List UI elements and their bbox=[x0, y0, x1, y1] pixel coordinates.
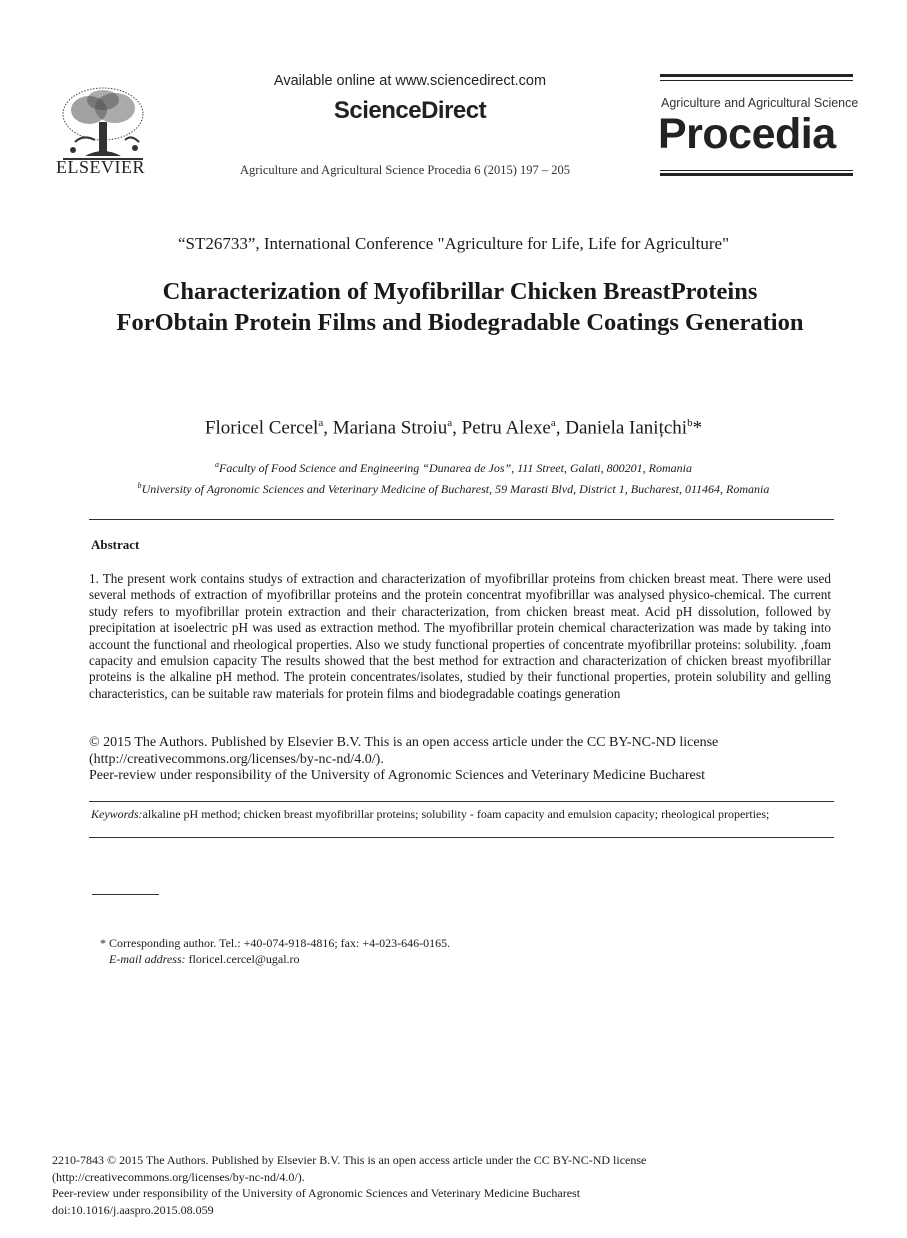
abstract-body: 1. The present work contains studys of extraction and characterization of myofibrillar proteins from chicken breast meat. There were used several methods of extraction of myofibrillar proteins and the protein concentrat myofibrillar was analysed physico-chemical. The current study refers to myofibrillar protein extraction and their characterization, from chicken breast meat. Acid pH dissolution, followed by precipitation at isoelectric pH was used as extraction method. The myofibrillar protein chemical characterization was made by taking into account the functional and rheological properties. Also we study functional properties of concentrate myofibrillar proteins: solubility. ,foam capacity and emulsion capacity The results showed that the best method for extraction and characterization of chicken breast myofibrillar proteins is the alkaline pH method. The protein concentrates/isolates, studied by their functional properties, protein solubility and gelling characteristics, can be suitable raw materials for protein films and biodegradable coatings generation bbox=[89, 571, 831, 701]
journal-reference: Agriculture and Agricultural Science Procedia 6 (2015) 197 – 205 bbox=[239, 163, 571, 177]
author-affiliation-marker: a bbox=[318, 417, 324, 429]
affiliation-text: Faculty of Food Science and Engineering “Dunarea de Jos”, 111 Street, Galati, 800201, Romania bbox=[219, 461, 692, 475]
author-separator: , bbox=[323, 417, 333, 439]
footer-doi[interactable]: doi:10.1016/j.aaspro.2015.08.059 bbox=[52, 1202, 214, 1217]
footer-license-link[interactable]: (http://creativecommons.org/licenses/by-nc-nd/4.0/). bbox=[52, 1169, 305, 1184]
email-label: E-mail address: bbox=[109, 952, 186, 966]
affiliations bbox=[0, 456, 907, 498]
page-footer bbox=[52, 1152, 892, 1218]
author-corresponding-mark: * bbox=[692, 417, 703, 439]
author-affiliation-marker: b bbox=[687, 417, 693, 429]
footer-peer-review: Peer-review under responsibility of the University of Agronomic Sciences and Veterinary Medicine Bucharest bbox=[52, 1186, 581, 1201]
license-link[interactable]: (http://creativecommons.org/licenses/by-nc-nd/4.0/). bbox=[89, 751, 384, 767]
abstract-heading: Abstract bbox=[91, 537, 140, 552]
procedia-title: Procedia bbox=[658, 110, 836, 158]
copyright-line: © 2015 The Authors. Published by Elsevier B.V. This is an open access article under the CC BY-NC-ND license bbox=[89, 735, 719, 750]
divider bbox=[89, 801, 834, 802]
procedia-bottom-rule-thin bbox=[660, 170, 853, 171]
publisher-wordmark: ELSEVIER bbox=[56, 157, 145, 177]
footnote-rule bbox=[92, 894, 159, 895]
procedia-subtitle: Agriculture and Agricultural Science bbox=[661, 96, 859, 110]
author-separator: , bbox=[452, 417, 462, 439]
keywords bbox=[91, 807, 836, 822]
sciencedirect-brand: ScienceDirect bbox=[333, 97, 487, 124]
author-name: Petru Alexe bbox=[461, 417, 551, 439]
affiliation-line bbox=[0, 456, 907, 477]
conference-line: “ST26733”, International Conference "Agriculture for Life, Life for Agriculture" bbox=[177, 234, 730, 253]
divider bbox=[89, 837, 834, 838]
footer-issn-line: 2210-7843 © 2015 The Authors. Published by Elsevier B.V. This is an open access article under the CC BY-NC-ND license bbox=[52, 1153, 647, 1167]
affiliation-text: University of Agronomic Sciences and Veterinary Medicine of Bucharest, 59 Marasti Blvd, District 1, Bucharest, 011464, Romania bbox=[141, 482, 770, 496]
corresponding-author-note bbox=[100, 935, 450, 967]
email-address[interactable]: floricel.cercel@ugal.ro bbox=[188, 952, 300, 966]
keywords-label: Keywords: bbox=[91, 807, 143, 821]
affiliation-marker: a bbox=[215, 460, 220, 469]
affiliation-marker: b bbox=[137, 481, 142, 490]
corresponding-contact: * Corresponding author. Tel.: +40-074-918-4816; fax: +4-023-646-0165. bbox=[100, 936, 451, 950]
author-affiliation-marker: a bbox=[550, 417, 556, 429]
author-separator: , bbox=[555, 417, 566, 439]
copyright-block bbox=[89, 735, 834, 785]
author-name: Mariana Stroiu bbox=[332, 417, 448, 439]
divider bbox=[89, 519, 834, 520]
procedia-top-rule-thin bbox=[660, 80, 853, 81]
author-affiliation-marker: a bbox=[447, 417, 453, 429]
procedia-top-rule bbox=[660, 74, 853, 77]
peer-review-line: Peer-review under responsibility of the University of Agronomic Sciences and Veterinary Medicine Bucharest bbox=[89, 768, 706, 783]
author-name: Floricel Cercel bbox=[204, 417, 319, 439]
keywords-text: alkaline pH method; chicken breast myofibrillar proteins; solubility - foam capacity and emulsion capacity; rheological properties; bbox=[142, 807, 770, 821]
procedia-bottom-rule bbox=[660, 173, 853, 176]
available-online-link[interactable]: Available online at www.sciencedirect.com bbox=[273, 73, 547, 89]
author-name: Daniela Ianițchi bbox=[565, 417, 688, 439]
author-list bbox=[0, 417, 907, 439]
paper-title: Characterization of Myofibrillar Chicken BreastProteins ForObtain Protein Films and Biodegradable Coatings Generation bbox=[116, 278, 804, 336]
affiliation-line bbox=[0, 477, 907, 498]
